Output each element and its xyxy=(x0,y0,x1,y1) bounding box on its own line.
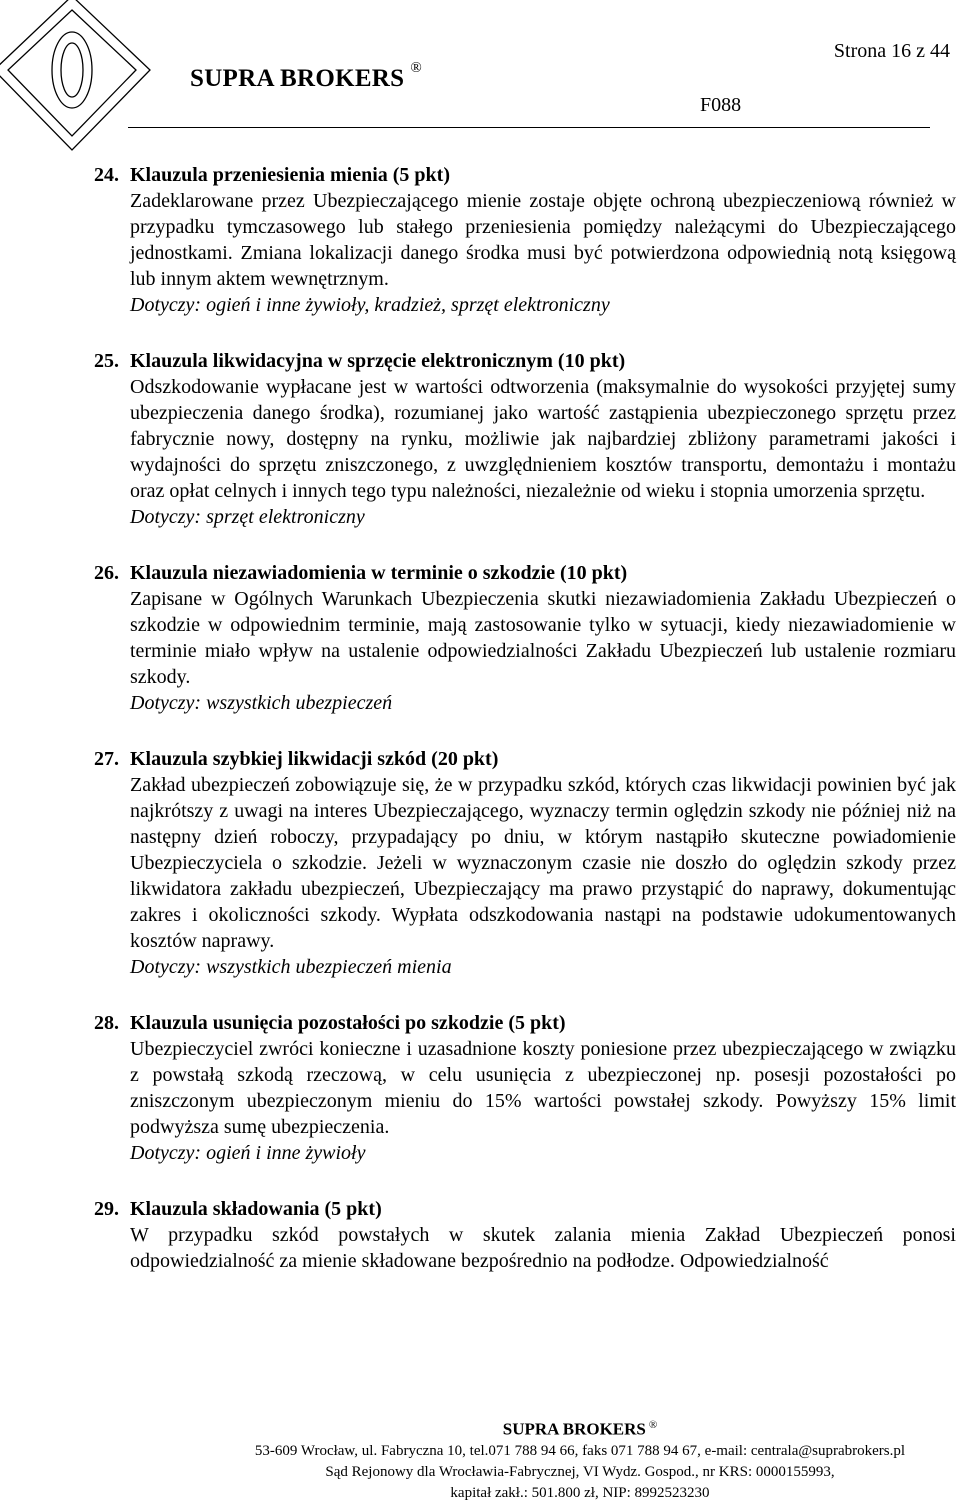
footer-brand-name: SUPRA BROKERS xyxy=(502,1419,646,1439)
clause-number: 29. xyxy=(94,1198,119,1220)
clause-number: 25. xyxy=(94,350,119,372)
brand-title xyxy=(190,60,422,93)
clause-heading: Klauzula niezawiadomienia w terminie o szkodzie (10 pkt) xyxy=(130,562,628,584)
registered-mark: ® xyxy=(410,60,423,76)
document-code: F088 xyxy=(700,94,742,116)
clause-26 xyxy=(94,560,956,716)
footer-brand xyxy=(0,1414,960,1441)
clause-heading: Klauzula składowania (5 pkt) xyxy=(130,1198,382,1220)
clause-title xyxy=(94,1196,956,1222)
clause-applies-to: Dotyczy: wszystkich ubezpieczeń xyxy=(130,692,393,714)
clause-number: 26. xyxy=(94,562,119,584)
footer-registered-mark: ® xyxy=(648,1419,658,1431)
clause-heading: Klauzula szybkiej likwidacji szkód (20 pkt) xyxy=(130,748,499,770)
clause-applies-to: Dotyczy: ogień i inne żywioły, kradzież, sprzęt elektroniczny xyxy=(130,294,610,316)
clause-title xyxy=(94,348,956,374)
header-divider xyxy=(128,127,930,128)
clause-28 xyxy=(94,1010,956,1166)
clauses-list xyxy=(94,162,956,1304)
company-logo xyxy=(0,0,180,160)
clause-text: Zapisane w Ogólnych Warunkach Ubezpieczenia skutki niezawiadomienia Zakładu Ubezpieczeń o szkodzie w odpowiednim terminie, mają zastosowanie tylko w sytuacji, kiedy niezawiadomienie w terminie miało wpływ na ustalenie odpowiedzialności Zakładu Ubezpieczeń lub ustalenie rozmiaru szkody. xyxy=(130,588,956,688)
clause-text: Odszkodowanie wypłacane jest w wartości odtworzenia (maksymalnie do wysokości przyjętej sumy ubezpieczenia danego środka), rozumianej jako wartość zastąpienia ubezpieczonego sprzętu przez fabrycznie nowy, dostępny na rynku, możliwie jak najbardziej zbliżony parametrami jakości i wydajności do sprzętu zniszczonego, z uwzględnieniem kosztów transportu, demontażu i montażu oraz opłat celnych i innych tego typu należności, niezależnie od wieku i stopnia umorzenia sprzętu. xyxy=(130,376,956,502)
clause-24 xyxy=(94,162,956,318)
footer-capital: kapitał zakł.: 501.800 zł, NIP: 8992523230 xyxy=(450,1484,710,1501)
clause-text: W przypadku szkód powstałych w skutek zalania mienia Zakład Ubezpieczeń ponosi odpowiedzialność za mienie składowane bezpośrednio na podłodze. Odpowiedzialność xyxy=(130,1224,956,1272)
clause-text: Zakład ubezpieczeń zobowiązuje się, że w przypadku szkód, których czas likwidacji powinien być jak najkrótszy z uwagi na interes Ubezpieczającego, wyznaczy termin oględzin szkody nie później niż na następny dzień roboczy, przypadający po dniu, w którym nastąpiło skuteczne powiadomienie Ubezpieczyciela o szkodzie. Jeżeli w wyznaczonym czasie nie doszło do oględzin szkody przez likwidatora zakładu ubezpieczeń, Ubezpieczający ma prawo przystąpić do naprawy, dokumentując zakres i okoliczności szkody. Wypłata odszkodowania nastąpi na podstawie udokumentowanych kosztów naprawy. xyxy=(130,774,956,952)
clause-heading: Klauzula usunięcia pozostałości po szkodzie (5 pkt) xyxy=(130,1012,566,1034)
clause-heading: Klauzula likwidacyjna w sprzęcie elektronicznym (10 pkt) xyxy=(130,350,626,372)
brand-name: SUPRA BROKERS xyxy=(190,65,405,92)
clause-title xyxy=(94,560,956,586)
clause-heading: Klauzula przeniesienia mienia (5 pkt) xyxy=(130,164,450,186)
clause-text: Ubezpieczyciel zwróci konieczne i uzasadnione koszty poniesione przez ubezpieczającego w związku z powstałą szkodą rzeczową, w celu usunięcia z ubezpieczonej np. posesji pozostałości po zniszczonym ubezpieczonym mieniu do 15% wartości powstałej szkody. Powyższy 15% limit podwyższa sumę ubezpieczenia. xyxy=(130,1038,956,1138)
footer-registration: Sąd Rejonowy dla Wrocławia-Fabrycznej, VI Wydz. Gospod., nr KRS: 0000155993, xyxy=(325,1463,835,1480)
clause-applies-to: Dotyczy: sprzęt elektroniczny xyxy=(130,506,365,528)
clause-29 xyxy=(94,1196,956,1274)
clause-applies-to: Dotyczy: wszystkich ubezpieczeń mienia xyxy=(130,956,452,978)
clause-27 xyxy=(94,746,956,980)
clause-applies-to: Dotyczy: ogień i inne żywioły xyxy=(130,1142,366,1164)
clause-title xyxy=(94,1010,956,1036)
clause-number: 27. xyxy=(94,748,119,770)
clause-text: Zadeklarowane przez Ubezpieczającego mienie zostaje objęte ochroną ubezpieczeniową również w przypadku tymczasowego lub stałego przeniesienia pomiędzy należącymi do Ubezpieczającego jednostkami. Zmiana lokalizacji danego środka musi być potwierdzona odpowiednią notą księgową lub innym aktem wewnętrznym. xyxy=(130,190,956,290)
clause-number: 24. xyxy=(94,164,119,186)
page-number: Strona 16 z 44 xyxy=(833,40,950,62)
clause-title xyxy=(94,162,956,188)
footer-address: 53-609 Wrocław, ul. Fabryczna 10, tel.071 788 94 66, faks 071 788 94 67, e-mail: centrala@suprabrokers.pl xyxy=(254,1442,906,1459)
clause-title xyxy=(94,746,956,772)
clause-number: 28. xyxy=(94,1012,119,1034)
page-footer xyxy=(0,1414,960,1504)
clause-25 xyxy=(94,348,956,530)
